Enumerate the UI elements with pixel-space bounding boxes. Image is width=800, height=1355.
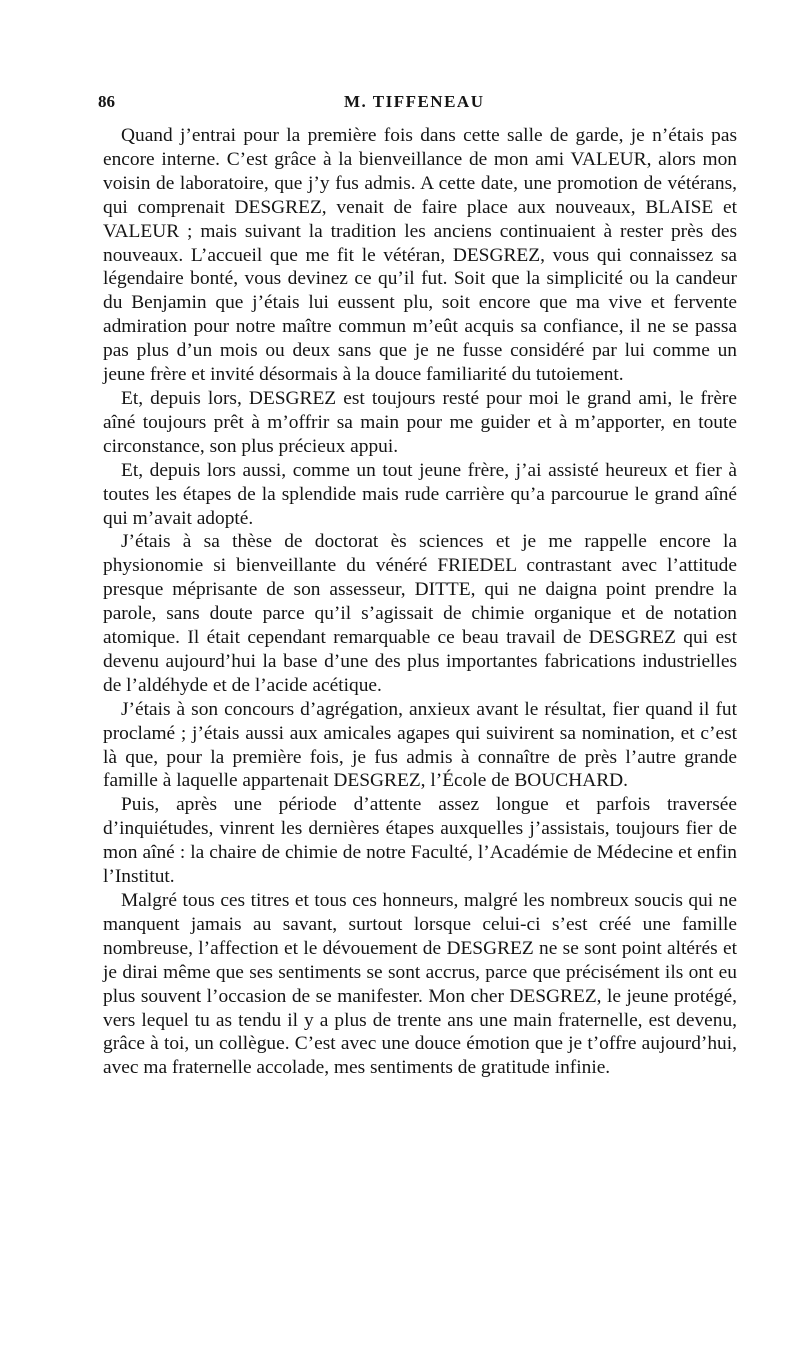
paragraph: Et, depuis lors, DESGREZ est toujours resté pour moi le grand ami, le frère aîné toujours prêt à m’offrir sa main pour me guider et à m’apporter, en toute circonstance, son plus précieux appui. — [103, 387, 737, 457]
paragraph: Quand j’entrai pour la première fois dans cette salle de garde, je n’étais pas encore interne. C’est grâce à la bienveillance de mon ami VALEUR, alors mon voisin de laboratoire, que j’y fus admis. A cette date, une promotion de vétérans, qui comprenait DESGREZ, venait de faire place aux nouveaux, BLAISE et VALEUR ; mais suivant la tradition les anciens continuaient à rester près des nouveaux. L’accueil que me fit le vétéran, DESGREZ, vous qui connaissez sa légendaire bonté, vous devinez ce qu’il fut. Soit que la simplicité ou la candeur du Benjamin que j’étais lui eussent plu, soit encore que ma vive et fervente admiration pour notre maître commun m’eût acquis sa confiance, il ne se passa pas plus d’un mois ou deux sans que je ne fusse considéré par lui comme un jeune frère et invité désormais à la douce familiarité du tutoiement. — [103, 125, 737, 386]
page-number: 86 — [98, 92, 115, 111]
paragraph: J’étais à son concours d’agrégation, anxieux avant le résultat, fier quand il fut proclamé ; j’étais aussi aux amicales agapes qui suivirent sa nomination, et c’est là que, pour la première fois, je fus admis à connaître de près l’autre grande famille à laquelle appartenait DESGREZ, l’École de BOUCHARD. — [103, 698, 737, 792]
running-head — [98, 92, 738, 114]
running-title: M. TIFFENEAU — [344, 92, 485, 111]
paragraph: Malgré tous ces titres et tous ces honneurs, malgré les nombreux soucis qui ne manquent jamais au savant, surtout lorsque celui-ci s’est créé une famille nombreuse, l’affection et le dévouement de DESGREZ ne se sont point altérés et je dirai même que ses sentiments se sont accrus, parce que précisément ils ont eu plus souvent l’occasion de se manifester. Mon cher DESGREZ, le jeune protégé, vers lequel tu as tendu il y a plus de trente ans une main fraternelle, est devenu, grâce à toi, un collègue. C’est avec une douce émotion que je t’offre aujourd’hui, avec ma fraternelle accolade, mes sentiments de gratitude infinie. — [103, 890, 737, 1079]
paragraph: J’étais à sa thèse de doctorat ès sciences et je me rappelle encore la physionomie si bienveillante du vénéré FRIEDEL contrastant avec l’attitude presque méprisante de son assesseur, DITTE, qui ne daigna point prendre la parole, sans doute parce qu’il s’agissait de chimie organique et de notation atomique. Il était cependant remarquable ce beau travail de DESGREZ qui est devenu aujourd’hui la base d’une des plus importantes fabrications industrielles de l’aldéhyde et de l’acide acétique. — [103, 531, 737, 696]
body-text — [103, 124, 737, 1080]
paragraph: Puis, après une période d’attente assez longue et parfois traversée d’inquiétudes, vinrent les dernières étapes auxquelles j’assistais, toujours fier de mon aîné : la chaire de chimie de notre Faculté, l’Académie de Médecine et enfin l’Institut. — [103, 794, 737, 888]
paragraph: Et, depuis lors aussi, comme un tout jeune frère, j’ai assisté heureux et fier à toutes les étapes de la splendide mais rude carrière qu’a parcourue le grand aîné qui m’avait adopté. — [103, 459, 737, 529]
